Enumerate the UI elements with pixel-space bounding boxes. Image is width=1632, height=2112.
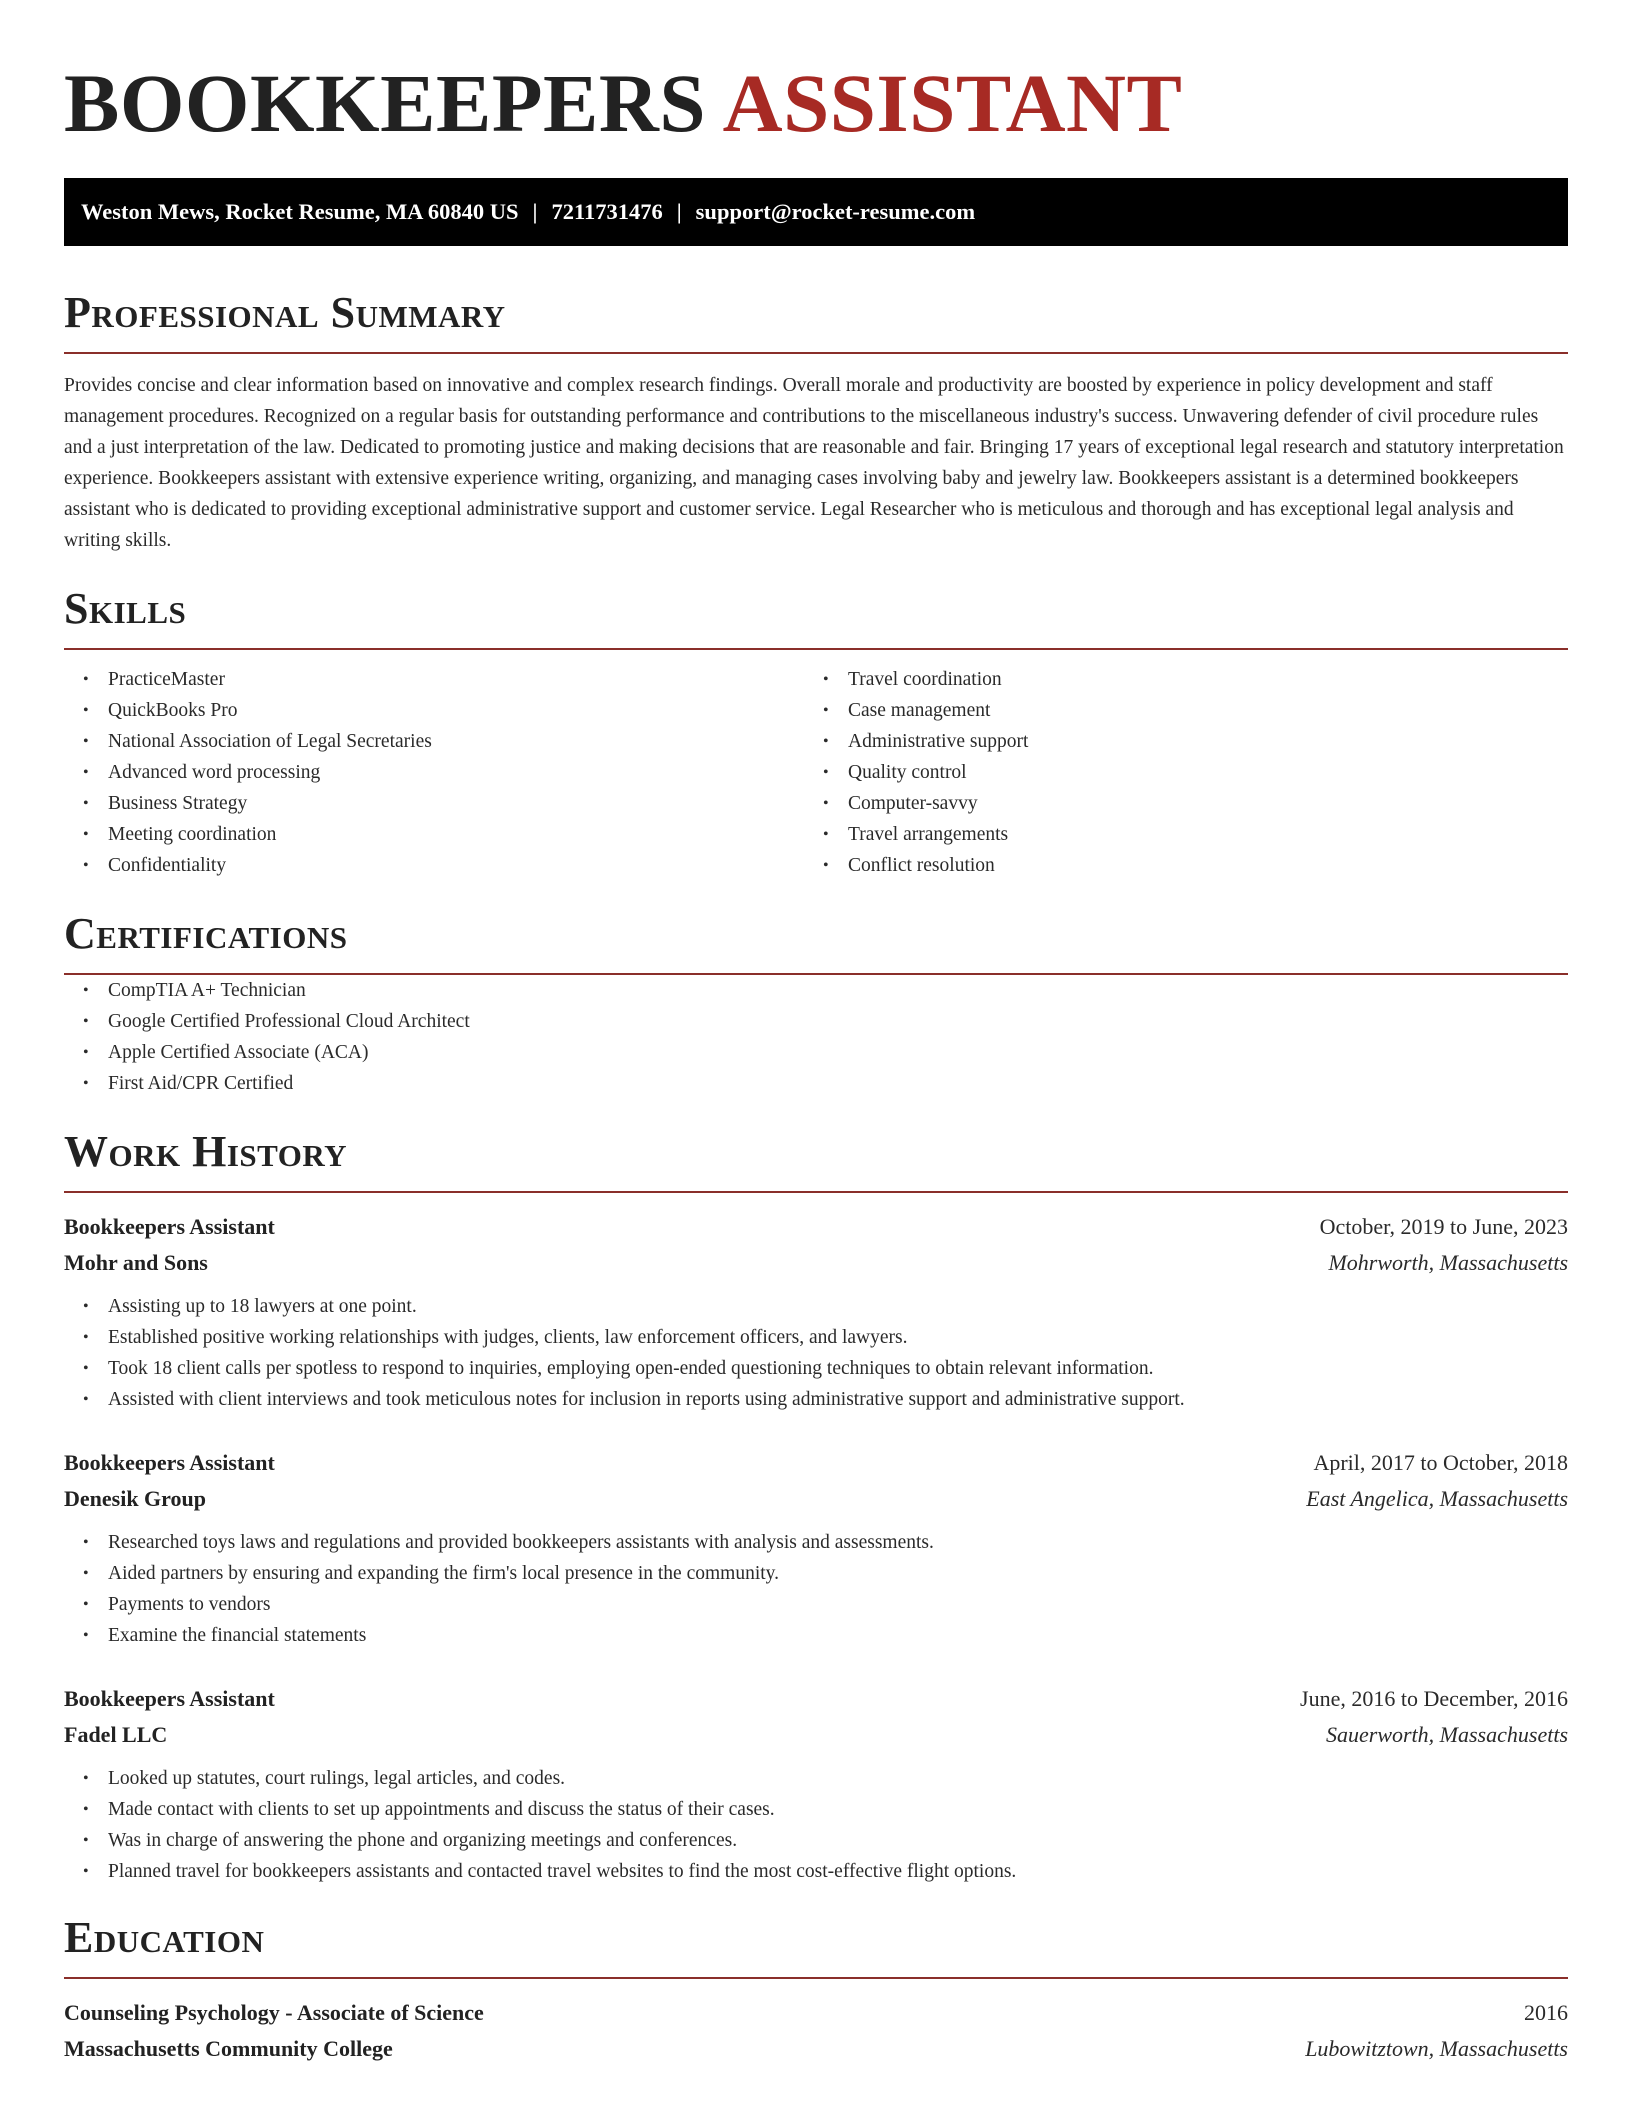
bullet-icon: • <box>83 1298 89 1315</box>
skill-item <box>804 788 1544 819</box>
skills-section <box>64 584 1568 881</box>
job-company-row <box>64 1481 1568 1517</box>
job-duty-item <box>64 1291 1568 1322</box>
bullet-icon: • <box>83 1013 89 1030</box>
job-company: Fadel LLC <box>64 1722 168 1747</box>
education-entry <box>64 1995 1568 2067</box>
job-duties-list <box>64 1527 1568 1651</box>
list-item-text: Examine the financial statements <box>108 1625 367 1646</box>
name-last: ASSISTANT <box>722 57 1183 149</box>
bullet-icon: • <box>83 1534 89 1551</box>
job-location: Sauerworth, Massachusetts <box>1326 1722 1568 1747</box>
list-item-text: Researched toys laws and regulations and provided bookkeepers assistants with analysis and assessments. <box>108 1532 934 1553</box>
education-school: Massachusetts Community College <box>64 2036 393 2061</box>
summary-section <box>64 288 1568 556</box>
job-title: Bookkeepers Assistant <box>64 1450 275 1475</box>
skill-item <box>804 757 1544 788</box>
education-year: 2016 <box>1524 2000 1568 2025</box>
job-header-row <box>64 1445 1568 1481</box>
list-item-text: Planned travel for bookkeepers assistants and contacted travel websites to find the most cost-effective flight options. <box>108 1861 1017 1882</box>
bullet-icon: • <box>83 1044 89 1061</box>
job-entry <box>64 1209 1568 1415</box>
job-duty-item <box>64 1322 1568 1353</box>
bullet-icon: • <box>83 1391 89 1408</box>
bullet-icon: • <box>823 733 829 750</box>
bullet-icon: • <box>83 857 89 874</box>
bullet-icon: • <box>83 1770 89 1787</box>
job-header-row <box>64 1209 1568 1245</box>
list-item-text: CompTIA A+ Technician <box>108 980 306 1001</box>
bullet-icon: • <box>83 795 89 812</box>
bullet-icon: • <box>83 1863 89 1880</box>
list-item-text: Meeting coordination <box>108 824 277 845</box>
bullet-icon: • <box>83 1565 89 1582</box>
job-dates: June, 2016 to December, 2016 <box>1300 1686 1568 1711</box>
resume-name <box>64 58 1568 148</box>
job-duty-item <box>64 1856 1568 1887</box>
list-item-text: Conflict resolution <box>848 855 995 876</box>
bullet-icon: • <box>823 671 829 688</box>
job-company: Denesik Group <box>64 1486 207 1511</box>
list-item-text: Apple Certified Associate (ACA) <box>108 1042 369 1063</box>
list-item-text: Case management <box>848 700 991 721</box>
contact-address: Weston Mews, Rocket Resume, MA 60840 US <box>81 199 519 224</box>
job-dates: April, 2017 to October, 2018 <box>1313 1450 1568 1475</box>
skill-item <box>64 726 804 757</box>
bullet-icon: • <box>83 702 89 719</box>
list-item-text: Business Strategy <box>108 793 248 814</box>
bullet-icon: • <box>83 1627 89 1644</box>
education-location: Lubowitztown, Massachusetts <box>1305 2036 1568 2061</box>
certification-item <box>64 975 1568 1006</box>
bullet-icon: • <box>83 1329 89 1346</box>
bullet-icon: • <box>83 982 89 999</box>
name-first: BOOKKEEPERS <box>64 57 706 149</box>
skill-item <box>804 695 1544 726</box>
job-entry <box>64 1445 1568 1651</box>
bullet-icon: • <box>83 826 89 843</box>
job-header-row <box>64 1681 1568 1717</box>
bullet-icon: • <box>83 671 89 688</box>
skill-item <box>64 664 804 695</box>
section-title-summary: Professional Summary <box>64 288 506 337</box>
job-company: Mohr and Sons <box>64 1250 208 1275</box>
skills-column-right <box>804 664 1544 881</box>
section-divider <box>64 352 1568 354</box>
skills-grid <box>64 664 1568 881</box>
work-history-section <box>64 1127 1568 1887</box>
job-title: Bookkeepers Assistant <box>64 1686 275 1711</box>
contact-separator: | <box>676 199 682 224</box>
list-item-text: Administrative support <box>848 731 1029 752</box>
bullet-icon: • <box>83 1075 89 1092</box>
section-title-skills: Skills <box>64 584 187 633</box>
job-duties-list <box>64 1291 1568 1415</box>
bullet-icon: • <box>823 857 829 874</box>
list-item-text: Assisting up to 18 lawyers at one point. <box>108 1296 417 1317</box>
skill-item <box>804 726 1544 757</box>
job-dates: October, 2019 to June, 2023 <box>1319 1214 1568 1239</box>
job-duty-item <box>64 1384 1568 1415</box>
education-degree: Counseling Psychology - Associate of Science <box>64 2000 484 2025</box>
certification-item <box>64 1037 1568 1068</box>
job-duty-item <box>64 1763 1568 1794</box>
section-divider <box>64 1191 1568 1193</box>
bullet-icon: • <box>823 764 829 781</box>
bullet-icon: • <box>823 826 829 843</box>
bullet-icon: • <box>83 1596 89 1613</box>
list-item-text: Looked up statutes, court rulings, legal articles, and codes. <box>108 1768 566 1789</box>
bullet-icon: • <box>83 1360 89 1377</box>
section-title-work-history: Work History <box>64 1127 348 1176</box>
skill-item <box>64 695 804 726</box>
education-school-row <box>64 2031 1568 2067</box>
list-item-text: Made contact with clients to set up appointments and discuss the status of their cases. <box>108 1799 775 1820</box>
skill-item <box>64 850 804 881</box>
list-item-text: Payments to vendors <box>108 1594 271 1615</box>
certifications-list <box>64 975 1568 1099</box>
job-duty-item <box>64 1794 1568 1825</box>
contact-email: support@rocket-resume.com <box>695 199 976 224</box>
job-entry <box>64 1681 1568 1887</box>
list-item-text: Was in charge of answering the phone and organizing meetings and conferences. <box>108 1830 738 1851</box>
skills-column-left <box>64 664 804 881</box>
skill-item <box>64 757 804 788</box>
list-item-text: Aided partners by ensuring and expanding the firm's local presence in the community. <box>108 1563 780 1584</box>
job-location: Mohrworth, Massachusetts <box>1328 1250 1568 1275</box>
list-item-text: First Aid/CPR Certified <box>108 1073 294 1094</box>
contact-phone: 7211731476 <box>551 199 663 224</box>
section-title-certifications: Certifications <box>64 909 348 958</box>
list-item-text: Travel coordination <box>848 669 1002 690</box>
list-item-text: Quality control <box>848 762 967 783</box>
skill-item <box>804 850 1544 881</box>
section-divider <box>64 648 1568 650</box>
certification-item <box>64 1006 1568 1037</box>
education-header-row <box>64 1995 1568 2031</box>
skills-list-right <box>804 664 1544 881</box>
skill-item <box>64 788 804 819</box>
list-item-text: Travel arrangements <box>848 824 1009 845</box>
job-duties-list <box>64 1763 1568 1887</box>
job-duty-item <box>64 1558 1568 1589</box>
list-item-text: Advanced word processing <box>108 762 321 783</box>
list-item-text: Established positive working relationships with judges, clients, law enforcement officers, and lawyers. <box>108 1327 908 1348</box>
job-title: Bookkeepers Assistant <box>64 1214 275 1239</box>
job-company-row <box>64 1717 1568 1753</box>
list-item-text: Google Certified Professional Cloud Architect <box>108 1011 470 1032</box>
bullet-icon: • <box>83 764 89 781</box>
skills-list-left <box>64 664 804 881</box>
contact-bar <box>64 178 1568 246</box>
education-section <box>64 1913 1568 2067</box>
job-duty-item <box>64 1825 1568 1856</box>
list-item-text: PracticeMaster <box>108 669 225 690</box>
skill-item <box>64 819 804 850</box>
bullet-icon: • <box>823 795 829 812</box>
bullet-icon: • <box>83 1832 89 1849</box>
list-item-text: National Association of Legal Secretaries <box>108 731 432 752</box>
list-item-text: Took 18 client calls per spotless to respond to inquiries, employing open-ended questioning techniques to obtain relevant information. <box>108 1358 1154 1379</box>
certifications-section <box>64 909 1568 1099</box>
summary-text: Provides concise and clear information based on innovative and complex research findings. Overall morale and productivity are boosted by experience in policy development and staff management procedures. Recognized on a regular basis for outstanding performance and contributions to the miscellaneous industry's success. Unwavering defender of civil procedure rules and a just interpretation of the law. Dedicated to promoting justice and making decisions that are reasonable and fair. Bringing 17 years of exceptional legal research and statutory interpretation experience. Bookkeepers assistant with extensive experience writing, organizing, and managing cases involving baby and jewelry law. Bookkeepers assistant is a determined bookkeepers assistant who is dedicated to providing exceptional administrative support and customer service. Legal Researcher who is meticulous and thorough and has exceptional legal analysis and writing skills. <box>64 375 1564 551</box>
job-duty-item <box>64 1589 1568 1620</box>
skill-item <box>804 664 1544 695</box>
job-location: East Angelica, Massachusetts <box>1306 1486 1568 1511</box>
bullet-icon: • <box>83 733 89 750</box>
list-item-text: Assisted with client interviews and took meticulous notes for inclusion in reports using administrative support and administrative support. <box>108 1389 1185 1410</box>
list-item-text: QuickBooks Pro <box>108 700 238 721</box>
job-duty-item <box>64 1620 1568 1651</box>
list-item-text: Computer-savvy <box>848 793 978 814</box>
section-divider <box>64 1977 1568 1979</box>
list-item-text: Confidentiality <box>108 855 227 876</box>
skill-item <box>804 819 1544 850</box>
bullet-icon: • <box>823 702 829 719</box>
bullet-icon: • <box>83 1801 89 1818</box>
contact-separator: | <box>532 199 538 224</box>
job-company-row <box>64 1245 1568 1281</box>
certification-item <box>64 1068 1568 1099</box>
job-duty-item <box>64 1353 1568 1384</box>
job-duty-item <box>64 1527 1568 1558</box>
section-title-education: Education <box>64 1913 265 1962</box>
